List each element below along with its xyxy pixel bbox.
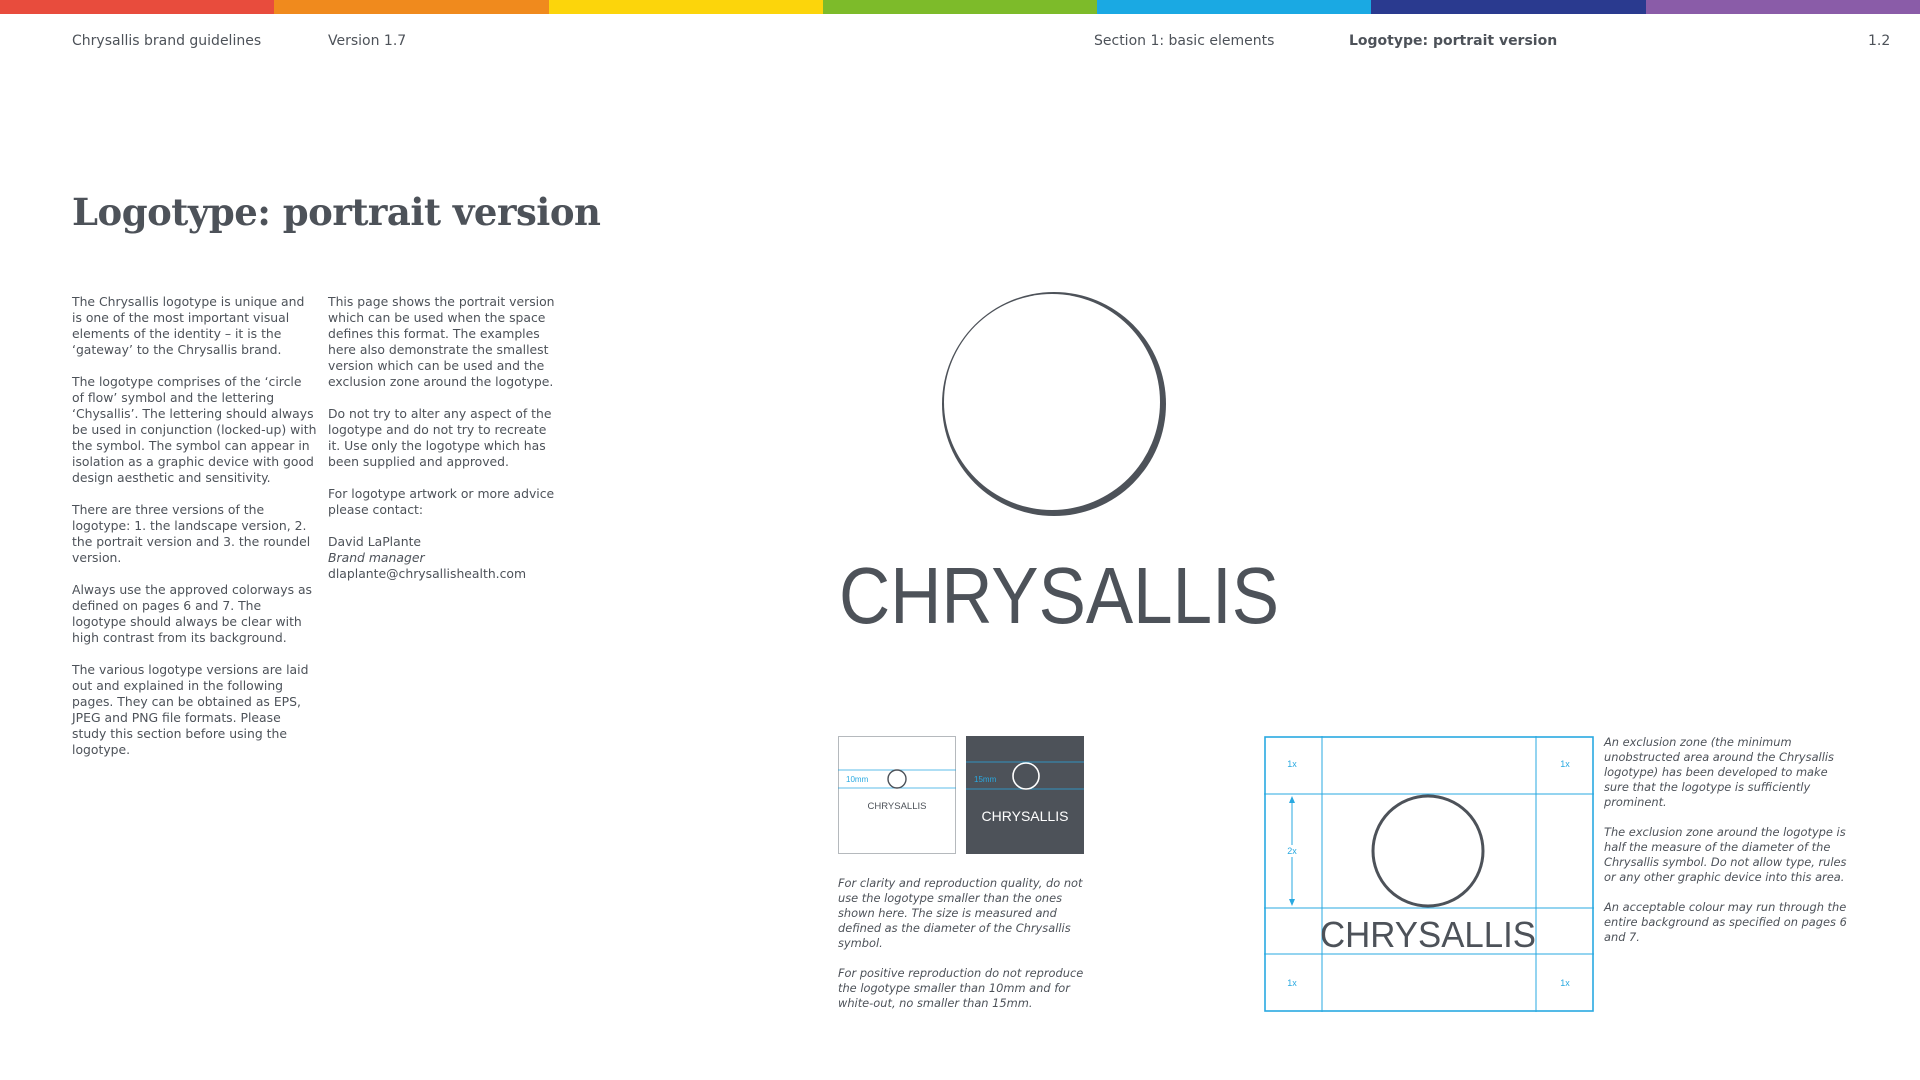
- exclusion-note-paragraph: The exclusion zone around the logotype is half the measure of the diameter of the Chrysallis symbol. Do not allow type, rules or any other graphic device into this area.: [1604, 825, 1847, 884]
- page-number: 1.2: [1868, 33, 1891, 49]
- exclusion-zone-diagram: [1264, 736, 1594, 1012]
- mini-wordmark: CHRYSALLIS: [981, 808, 1069, 824]
- contact-email[interactable]: dlaplante@chrysallishealth.com: [328, 566, 527, 581]
- label-1x: 1x: [1560, 759, 1570, 769]
- stripe-orange: [274, 0, 548, 14]
- section-name: Section 1: basic elements: [1094, 33, 1275, 49]
- portrait-paragraph: This page shows the portrait version which can be used when the space defines this format. The examples here also demonstrate the smallest version which can be used and the exclusion zone around the logotype.: [328, 294, 555, 389]
- exclusion-note-paragraph: An acceptable colour may run through the entire background as specified on pages 6 and 7.: [1604, 900, 1847, 944]
- brand-color-stripe: [0, 0, 1920, 14]
- portrait-logotype: [832, 290, 1292, 630]
- label-1x: 1x: [1287, 978, 1297, 988]
- doc-title: Chrysallis brand guidelines: [72, 33, 262, 49]
- logo-wordmark: CHRYSALLIS: [839, 551, 1279, 630]
- intro-column: [72, 294, 317, 774]
- label-1x: 1x: [1287, 759, 1297, 769]
- min-size-note: [838, 876, 1093, 1026]
- composition-paragraph: The logotype comprises of the ‘circle of flow’ symbol and the lettering ‘Chysallis’. The lettering should always be used in conjunction (locked-up) with the symbol. The symbol can appear in isolation as a graphic device with good design aesthetic and sensitivity.: [72, 374, 317, 485]
- exclusion-note: [1604, 735, 1854, 960]
- doc-version: Version 1.7: [328, 33, 407, 49]
- size-label-15mm: 15mm: [974, 775, 997, 784]
- stripe-green: [823, 0, 1097, 14]
- min-size-note-paragraph: For clarity and reproduction quality, do not use the logotype smaller than the ones shown here. The size is measured and defined as the diameter of the Chrysallis symbol.: [838, 876, 1083, 950]
- colorways-paragraph: Always use the approved colorways as defined on pages 6 and 7. The logotype should always be clear with high contrast from its background.: [72, 582, 313, 645]
- stripe-red: [0, 0, 274, 14]
- mini-wordmark: CHRYSALLIS: [867, 801, 927, 812]
- stripe-purple: [1646, 0, 1920, 14]
- label-2x: 2x: [1287, 846, 1297, 856]
- do-not-alter-paragraph: Do not try to alter any aspect of the logotype and do not try to recreate it. Use only the logotype which has been supplied and approved.: [328, 406, 552, 469]
- arrow-up-icon: [1289, 796, 1295, 803]
- exclusion-outer-frame: [1265, 737, 1593, 1011]
- contact-name: David LaPlante: [328, 534, 422, 549]
- label-1x: 1x: [1560, 978, 1570, 988]
- exclusion-note-paragraph: An exclusion zone (the minimum unobstructed area around the Chrysallis logotype) has been developed to make sure that the logotype is sufficiently prominent.: [1604, 735, 1834, 809]
- stripe-yellow: [549, 0, 823, 14]
- reverse-background: [966, 736, 1084, 854]
- stripe-cyan: [1097, 0, 1371, 14]
- formats-paragraph: The various logotype versions are laid out and explained in the following pages. They can be obtained as EPS, JPEG and PNG file formats. Please study this section before using the logotype.: [72, 662, 309, 757]
- versions-paragraph: There are three versions of the logotype: 1. the landscape version, 2. the portrait version and 3. the roundel version.: [72, 502, 311, 565]
- min-size-note-paragraph: For positive reproduction do not reproduce the logotype smaller than 10mm and for white-out, no smaller than 15mm.: [838, 966, 1084, 1010]
- exclusion-wordmark: CHRYSALLIS: [1320, 914, 1536, 955]
- size-label-10mm: 10mm: [846, 775, 869, 784]
- intro-paragraph: The Chrysallis logotype is unique and is one of the most important visual elements of the identity – it is the ‘gateway’ to the Chrysallis brand.: [72, 294, 305, 357]
- usage-column: [328, 294, 558, 582]
- page-title: Logotype: portrait version: [72, 190, 601, 234]
- symbol-icon: [1373, 796, 1483, 906]
- stripe-navy: [1371, 0, 1645, 14]
- circle-of-flow-symbol: [942, 292, 1166, 516]
- contact-role: Brand manager: [328, 550, 425, 565]
- min-size-positive: [838, 736, 956, 854]
- arrow-down-icon: [1289, 899, 1295, 906]
- header-page-title: Logotype: portrait version: [1349, 33, 1558, 49]
- min-size-reverse: [966, 736, 1084, 854]
- contact-paragraph: For logotype artwork or more advice please contact:: [328, 486, 555, 517]
- positive-frame: [839, 737, 956, 854]
